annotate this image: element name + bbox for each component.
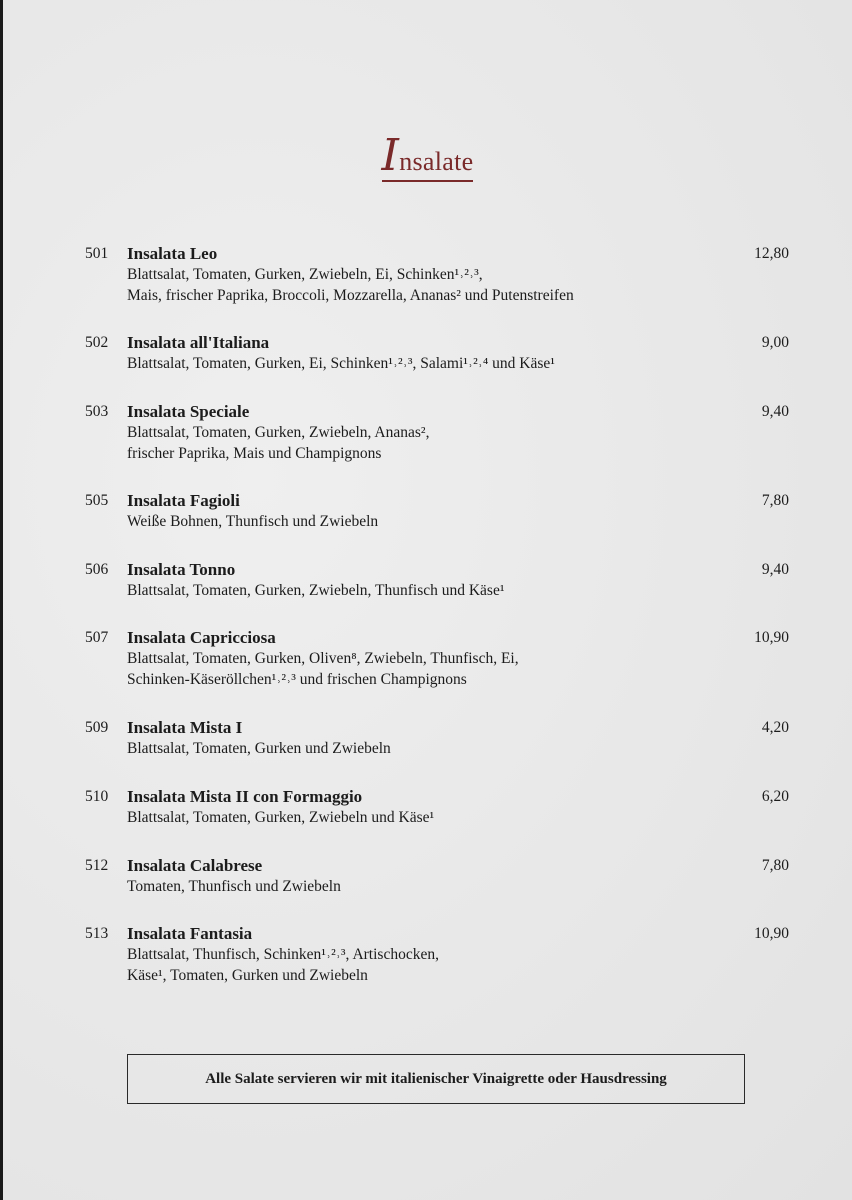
item-number: 506 bbox=[85, 561, 109, 578]
item-name: Insalata Leo bbox=[127, 244, 218, 263]
item-description-line: Käse¹, Tomaten, Gurken und Zwiebeln bbox=[127, 967, 368, 984]
item-name: Insalata Mista II con Formaggio bbox=[127, 787, 363, 806]
item-price: 9,40 bbox=[761, 561, 789, 578]
title-initial: I bbox=[381, 130, 400, 181]
dressing-note-box bbox=[127, 1054, 745, 1104]
item-number: 512 bbox=[85, 857, 109, 874]
item-description-line: Mais, frischer Paprika, Broccoli, Mozzarella, Ananas² und Putenstreifen bbox=[127, 287, 574, 304]
item-price: 4,20 bbox=[761, 719, 789, 736]
item-price: 9,40 bbox=[761, 403, 789, 420]
title-rest: nsalate bbox=[399, 147, 474, 176]
item-description-line: Weiße Bohnen, Thunfisch und Zwiebeln bbox=[127, 513, 379, 530]
item-name: Insalata Mista I bbox=[127, 718, 243, 737]
menu-page bbox=[3, 0, 852, 1200]
item-number: 507 bbox=[85, 629, 109, 646]
section-title bbox=[3, 130, 852, 182]
dressing-note: Alle Salate servieren wir mit italienischer Vinaigrette oder Hausdressing bbox=[205, 1070, 667, 1087]
item-price: 6,20 bbox=[761, 788, 789, 805]
item-price: 10,90 bbox=[754, 629, 789, 646]
item-price: 10,90 bbox=[754, 925, 789, 942]
item-name: Insalata Fantasia bbox=[127, 924, 253, 943]
item-description-line: Blattsalat, Tomaten, Gurken, Zwiebeln und Käse¹ bbox=[127, 809, 435, 826]
item-price: 7,80 bbox=[761, 857, 789, 874]
item-description-line: Tomaten, Thunfisch und Zwiebeln bbox=[127, 878, 341, 895]
item-description-line: Blattsalat, Tomaten, Gurken, Oliven⁸, Zwiebeln, Thunfisch, Ei, bbox=[127, 650, 519, 667]
item-price: 7,80 bbox=[761, 492, 789, 509]
item-description-line: Blattsalat, Thunfisch, Schinken¹˒²˒³, Artischocken, bbox=[127, 946, 439, 963]
item-description-line: Blattsalat, Tomaten, Gurken, Zwiebeln, Thunfisch und Käse¹ bbox=[127, 582, 505, 599]
item-description-line: Blattsalat, Tomaten, Gurken, Zwiebeln, Ananas², bbox=[127, 424, 430, 441]
item-name: Insalata Tonno bbox=[127, 560, 236, 579]
item-price: 12,80 bbox=[754, 245, 789, 262]
item-description-line: Blattsalat, Tomaten, Gurken und Zwiebeln bbox=[127, 740, 391, 757]
item-name: Insalata Calabrese bbox=[127, 856, 263, 875]
item-number: 513 bbox=[85, 925, 109, 942]
item-number: 503 bbox=[85, 403, 109, 420]
item-description-line: Schinken-Käseröllchen¹˒²˒³ und frischen Champignons bbox=[127, 671, 467, 688]
item-number: 505 bbox=[85, 492, 109, 509]
item-name: Insalata all'Italiana bbox=[127, 333, 270, 352]
item-number: 509 bbox=[85, 719, 109, 736]
item-name: Insalata Speciale bbox=[127, 402, 250, 421]
item-number: 502 bbox=[85, 334, 109, 351]
item-name: Insalata Fagioli bbox=[127, 491, 240, 510]
item-number: 510 bbox=[85, 788, 109, 805]
item-name: Insalata Capricciosa bbox=[127, 628, 276, 647]
item-description-line: Blattsalat, Tomaten, Gurken, Zwiebeln, Ei, Schinken¹˒²˒³, bbox=[127, 266, 483, 283]
item-number: 501 bbox=[85, 245, 109, 262]
item-price: 9,00 bbox=[761, 334, 789, 351]
item-description-line: Blattsalat, Tomaten, Gurken, Ei, Schinken¹˒²˒³, Salami¹˒²˒⁴ und Käse¹ bbox=[127, 355, 555, 372]
item-description-line: frischer Paprika, Mais und Champignons bbox=[127, 445, 382, 462]
